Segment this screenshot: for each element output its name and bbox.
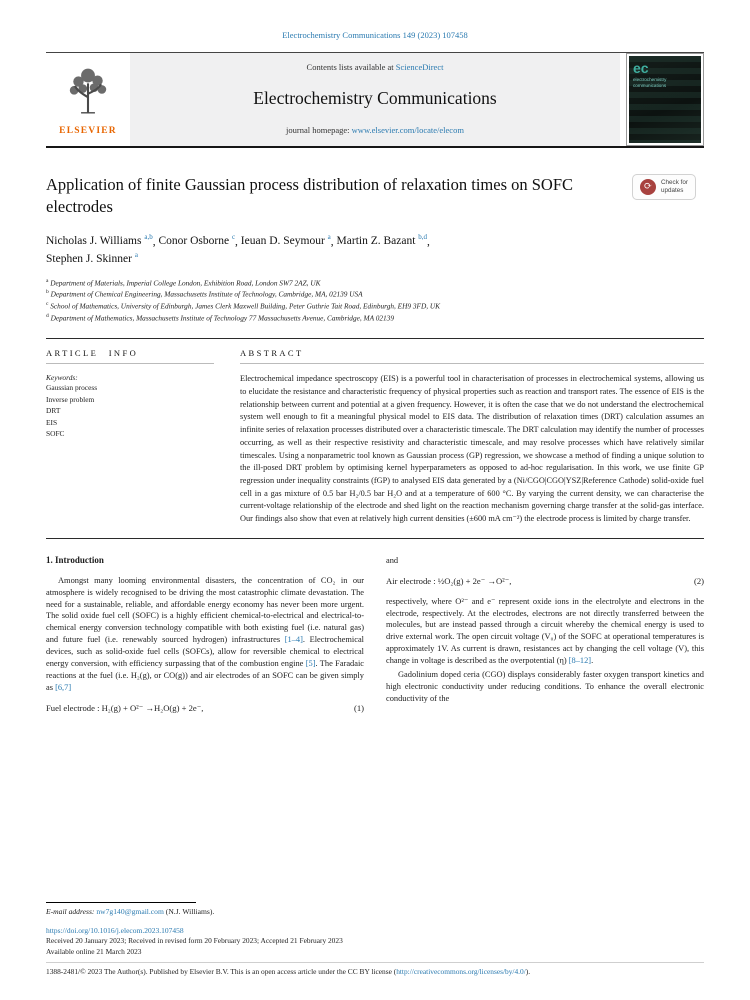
journal-header-banner bbox=[46, 52, 704, 146]
contents-line bbox=[136, 62, 614, 72]
body-right-column bbox=[386, 555, 704, 723]
doi-link[interactable]: https://doi.org/10.1016/j.elecom.2023.107458 bbox=[46, 925, 184, 935]
right-paragraph-2: Gadolinium doped ceria (CGO) displays considerably faster oxygen transport kinetics and high electronic conductivity under reducing conditions. To enhance the overall electronic conductivity of the bbox=[386, 670, 704, 703]
email-link[interactable]: nw7g140@gmail.com bbox=[96, 906, 164, 916]
keyword: Gaussian process bbox=[46, 383, 98, 393]
article-info-heading-rule bbox=[46, 363, 214, 364]
article-title: Application of finite Gaussian process distribution of relaxation times on SOFC electrodes bbox=[46, 175, 574, 216]
email-suffix: (N.J. Williams). bbox=[163, 906, 215, 916]
equation-1-number: (1) bbox=[353, 703, 364, 714]
homepage-prefix: journal homepage: bbox=[286, 125, 352, 135]
homepage-line bbox=[136, 125, 614, 135]
cover-ec-logo: ec bbox=[633, 60, 649, 76]
keyword: SOFC bbox=[46, 429, 65, 439]
section-1-heading: 1. Introduction bbox=[46, 554, 104, 565]
right-text: . bbox=[591, 656, 594, 666]
affiliation: $^d$ Department of Mathematics, Massachusetts Institute of Technology 77 Massachusetts Avenue, Cambridge, MA 02139 bbox=[46, 312, 394, 323]
author-affiliation-sup[interactable]: a bbox=[327, 233, 331, 242]
author: Nicholas J. Williams $^{a,b}$ bbox=[46, 233, 153, 248]
citation-link-6-7[interactable]: [6,7] bbox=[55, 682, 72, 692]
author-list: Nicholas J. Williams $^{a,b}$, Conor Osborne $^c$, Ieuan D. Seymour $^a$, Martin Z. Bazant $^{b,d}$, Stephen J. Skinner $^a$ bbox=[46, 233, 430, 265]
body-left-column bbox=[46, 555, 364, 723]
received-dates: Received 20 January 2023; Received in revised form 20 February 2023; Accepted 21 February 2023 bbox=[46, 935, 343, 945]
equation-2-number: (2) bbox=[693, 576, 704, 587]
affiliation: $^a$ Department of Materials, Imperial College London, Exhibition Road, London SW7 2AZ, UK bbox=[46, 277, 321, 287]
author-affiliation-sup[interactable]: a,b bbox=[144, 233, 153, 242]
citation-link-8-12[interactable]: [8–12] bbox=[568, 656, 592, 666]
affiliation: $^b$ Department of Chemical Engineering, Massachusetts Institute of Technology, Cambridge, MA, 02139 USA bbox=[46, 289, 363, 299]
keyword-list bbox=[46, 382, 214, 439]
header-rule bbox=[46, 146, 704, 148]
cc-license-link[interactable]: http://creativecommons.org/licenses/by/4.0/ bbox=[396, 967, 526, 976]
citation-link-5[interactable]: [5] bbox=[305, 659, 316, 669]
author: Martin Z. Bazant $^{b,d}$ bbox=[336, 233, 428, 248]
journal-cover-art bbox=[629, 56, 701, 143]
article-info-column bbox=[46, 339, 214, 525]
sciencedirect-link[interactable]: ScienceDirect bbox=[395, 62, 444, 72]
abstract-text: Electrochemical impedance spectroscopy (EIS) is a powerful tool in characterisation of processes in electrochemical systems, allowing us to elucidate the resistance and characteristic frequency of physical properties such as reaction and transport rates. The essence of EIS is the relationship between current and potential at a given frequency. However, it is often the case that we do not understand the electrochemical system well enough to fit a meaningful physical model to EIS data. The distribution of relaxation times (DRT) calculation assumes an infinite series of relaxation processes distributed over a characteristic timescale. The DRT calculation may identify the number of processes occurring, as well as their respective resistivity and characteristic timescale, and may resolve processes which have relatively similar timescales. Using a nonparametric tool known as Gaussian process (GP) regression, we showcase a method of finding a unique solution to the ill-posed DRT problem by optimising kernel hyperparameters as opposed to ad-hoc regularisation. In this work, we use finite GP regression under inequality constraints (fGP) to analysed EIS data generated by a (Ni/CGO|CGO|YSZ|Reference Cathode) solid-oxide fuel cell in a gas mixture of 0.5 bar H₂/0.5 bar H₂O and at a temperature of 600 °C. By varying the current density, we can characterise the current-voltage relationship of the electrode and shed light on the reaction mechanism governing charge transfer at the solid-gas interface. Our findings also show that even at relatively high current densities (±600 mA cm⁻²) the electrode process is limited by charge transfer. bbox=[240, 374, 704, 523]
journal-title: Electrochemistry Communications bbox=[253, 88, 497, 108]
author-affiliation-sup[interactable]: b,d bbox=[418, 233, 428, 242]
affiliation-list bbox=[46, 277, 704, 324]
article-info-heading: ARTICLE INFO bbox=[46, 348, 139, 359]
author-affiliation-sup[interactable]: c bbox=[231, 233, 236, 242]
equation-2 bbox=[386, 576, 704, 587]
abstract-heading-rule bbox=[240, 363, 704, 364]
copyright-text: 1388-2481/© 2023 The Author(s). Published by Elsevier B.V. This is an open access article under the CC BY license ( bbox=[46, 967, 397, 976]
elsevier-logo bbox=[46, 53, 130, 146]
info-section-bottom-rule bbox=[46, 538, 704, 539]
footnote-rule bbox=[46, 902, 196, 903]
keyword: Inverse problem bbox=[46, 394, 95, 404]
right-text: respectively, where O²⁻ and e⁻ represent oxide ions in the electrolyte and electrons in the electrode, respectively. At the electrodes, electrons are not directly transferred between the molecules, but are instead passed through a circuit whereby the chemical energy is used to drive external work. The open circuit voltage (V₀) of the SOFC at operational temperatures is approximately 1V. As current is drawn, resistances act by changing the cell voltage (V), this change in voltage is described as the overpotential (η) bbox=[386, 596, 704, 666]
check-for-updates-badge[interactable] bbox=[632, 174, 696, 200]
author: Ieuan D. Seymour $^a$ bbox=[240, 233, 331, 248]
cover-journal-name: electrochemistry communications bbox=[633, 77, 667, 88]
equation-1 bbox=[46, 703, 364, 714]
abstract-column bbox=[240, 339, 704, 525]
intro-text: . The Faradaic reactions at the fuel (i.e. H₂(g), or CO(g)) and air electrodes of an SOFC can be given simply as bbox=[46, 659, 364, 692]
keyword: EIS bbox=[46, 417, 58, 427]
contents-prefix: Contents lists available at bbox=[306, 62, 396, 72]
affiliation: $^c$ School of Mathematics, University of Edinburgh, James Clerk Maxwell Building, Peter Guthrie Tait Road, Edinburgh, EH9 3FD, UK bbox=[46, 300, 441, 311]
abstract-heading: ABSTRACT bbox=[240, 348, 304, 359]
check-updates-label: Check for updates bbox=[661, 179, 688, 194]
email-footnote bbox=[46, 907, 704, 916]
journal-homepage-link[interactable]: www.elsevier.com/locate/elecom bbox=[351, 125, 464, 135]
keyword: DRT bbox=[46, 406, 61, 416]
right-paragraph-1 bbox=[386, 596, 704, 668]
elsevier-wordmark: ELSEVIER bbox=[59, 125, 117, 136]
copyright-line bbox=[46, 962, 704, 976]
available-online: Available online 21 March 2023 bbox=[46, 946, 142, 956]
author: Stephen J. Skinner $^a$ bbox=[46, 251, 138, 265]
citation-link-1-4[interactable]: [1–4] bbox=[284, 635, 303, 645]
info-abstract-section bbox=[46, 339, 704, 525]
email-label: E-mail address: bbox=[46, 906, 95, 916]
equation-2-expression: Air electrode : ½O₂(g) + 2e⁻ →O²⁻, bbox=[386, 575, 512, 586]
journal-masthead bbox=[130, 53, 620, 146]
page-footer bbox=[46, 896, 704, 976]
intro-text: Amongst many looming environmental disasters, the concentration of CO₂ in our atmosphere is widely recognised to be driving the most catastrophic climate devastation. The need for a sustainable, reliable, and affordable energy economy has never been more urgent. The solid oxide fuel cell (SOFC) is a highly efficient chemical-to-electrical and electrical-to-chemical energy conversion technology compatible with both existing fuel (i.e. natural gas) and future fuel (i.e. renewably sourced hydrogen) infrastructures bbox=[46, 575, 364, 645]
copyright-text-end: ). bbox=[525, 967, 531, 976]
intro-paragraph bbox=[46, 575, 364, 694]
intro-text: . Electrochemical devices, such as solid-oxide fuel cells (SOFCs), allow for reversible chemical to electrical energy conversion, with efficiency surpassing that of the combustion engine bbox=[46, 635, 365, 669]
keywords-label: Keywords: bbox=[46, 373, 78, 383]
author: Conor Osborne $^c$ bbox=[158, 233, 236, 248]
equation-connector: and bbox=[386, 555, 399, 565]
check-updates-icon: ⟳ bbox=[640, 179, 656, 195]
author-affiliation-sup[interactable]: a bbox=[134, 251, 138, 260]
article-body bbox=[46, 555, 704, 723]
equation-1-expression: Fuel electrode : H₂(g) + O²⁻ →H₂O(g) + 2e⁻, bbox=[46, 702, 204, 713]
journal-cover-thumbnail bbox=[626, 53, 704, 146]
elsevier-tree-icon bbox=[62, 64, 114, 125]
journal-reference: Electrochemistry Communications 149 (2023) 107458 bbox=[282, 30, 468, 40]
